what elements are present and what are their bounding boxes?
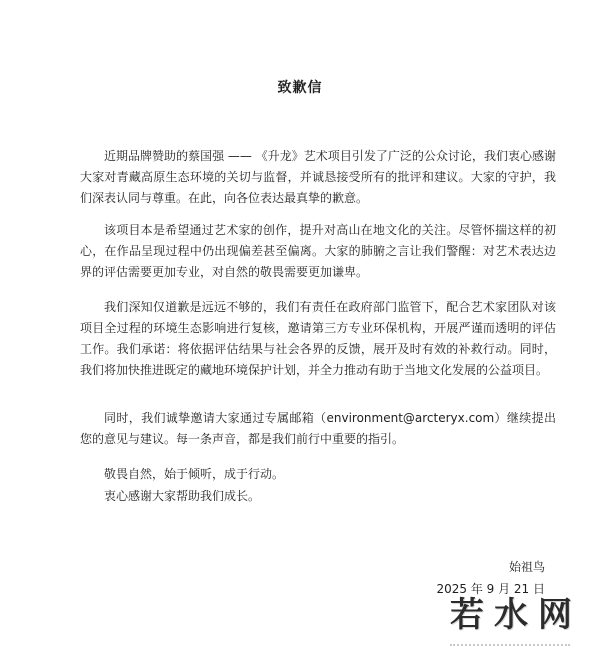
letter-paragraph-1: 近期品牌赞助的蔡国强 —— 《升龙》艺术项目引发了广泛的公众讨论，我们衷心感谢大家对青藏高原生态环境的关切与监督，并诚恳接受所有的批评和建议。大家的守护，我们深表认同与尊重。在此，向各位表达最真挚的歉意。 bbox=[80, 149, 556, 205]
letter-paragraph-3: 我们深知仅道歉是远远不够的，我们有责任在政府部门监管下，配合艺术家团队对该项目全过程的环境生态影响进行复核，邀请第三方专业环保机构，开展严谨而透明的评估工作。我们承诺：将依据评估结果与社会各界的反馈，展开及时有效的补救行动。同时，我们将加快推进既定的藏地环境保护计划，并全力推动有助于当地文化发展的公益项目。 bbox=[80, 300, 556, 377]
closing-line-1: 敬畏自然，始于倾听，成于行动。 bbox=[104, 467, 285, 481]
letter-closing bbox=[80, 463, 556, 507]
closing-line-2: 衷心感谢大家帮助我们成长。 bbox=[104, 489, 261, 503]
letter-paragraph-4: 同时，我们诚挚邀请大家通过专属邮箱（environment@arcteryx.com）继续提出您的意见与建议。每一条声音，都是我们前行中重要的指引。 bbox=[80, 411, 556, 446]
watermark-logo: 若水网 bbox=[450, 595, 582, 635]
letter-title: 致歉信 bbox=[277, 80, 323, 96]
watermark-underline bbox=[450, 640, 570, 646]
signature-date: 2025 年 9 月 21 日 bbox=[436, 582, 545, 596]
signature-name: 始祖鸟 bbox=[508, 560, 545, 574]
letter-paragraph-2: 该项目本是希望通过艺术家的创作，提升对高山在地文化的关注。尽管怀揣这样的初心，在作品呈现过程中仍出现偏差甚至偏离。大家的肺腑之言让我们警醒：对艺术表达边界的评估需要更加专业，对自然的敬畏需要更加谦卑。 bbox=[80, 223, 556, 279]
